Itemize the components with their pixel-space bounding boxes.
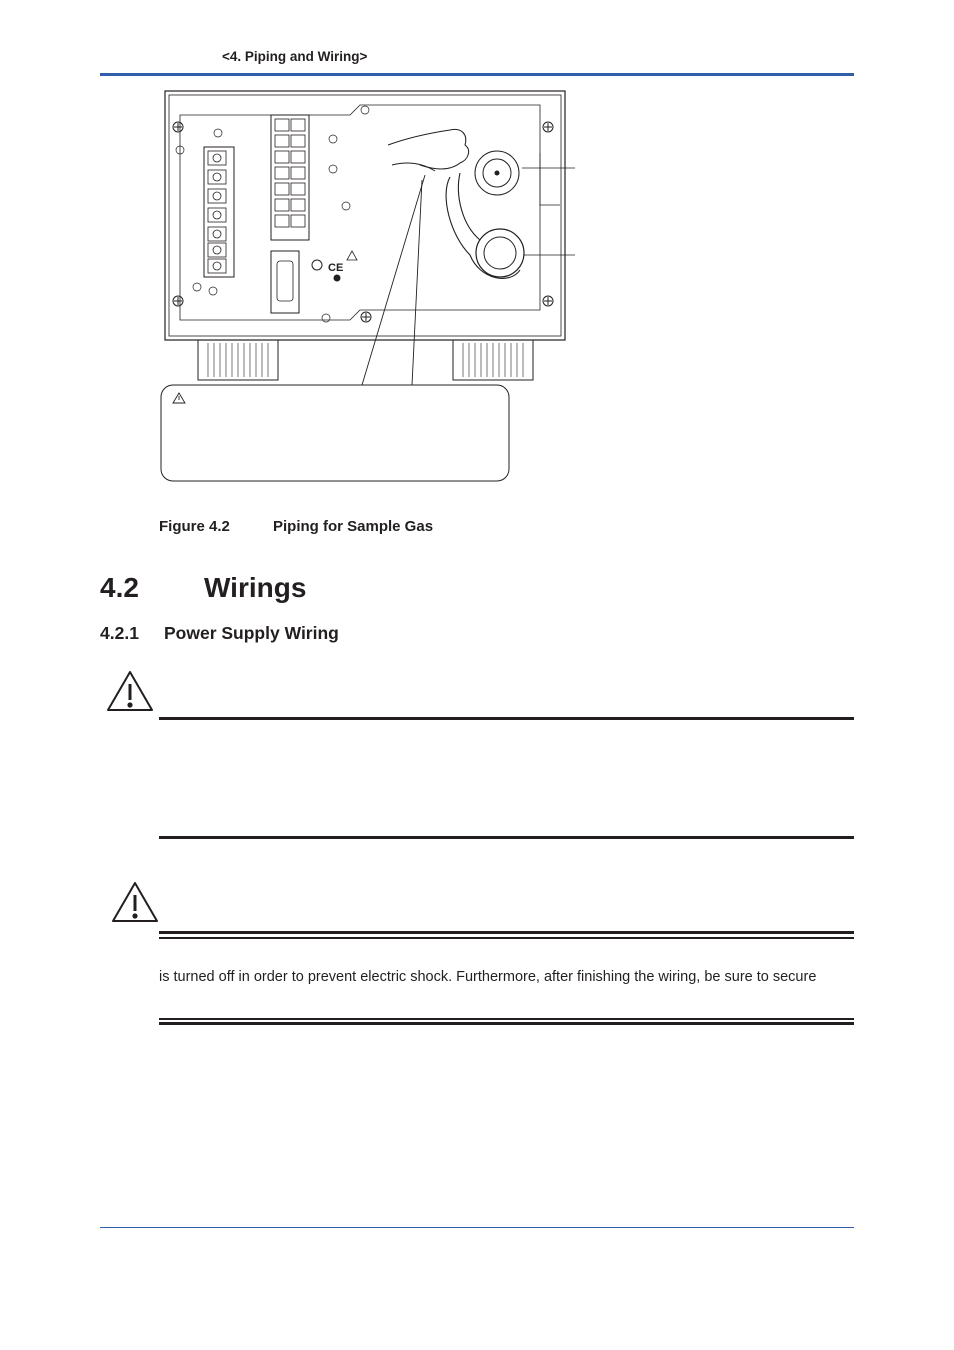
- caution-bottom-rule: [159, 836, 854, 839]
- figure-number: Figure 4.2: [159, 518, 230, 535]
- section-number: 4.2: [100, 572, 139, 603]
- figure-piping-diagram: [150, 85, 590, 490]
- subsection-title: Power Supply Wiring: [164, 623, 339, 643]
- section-title: Wirings: [204, 572, 307, 603]
- warning-bottom-rule-2: [159, 1022, 854, 1025]
- figure-title: Piping for Sample Gas: [273, 518, 434, 535]
- warning-bottom-rule-1: [159, 1018, 854, 1020]
- subsection-number: 4.2.1: [100, 623, 139, 643]
- running-header: <4. Piping and Wiring>: [222, 49, 368, 64]
- warning-triangle-icon: [110, 880, 160, 924]
- corner-screw-icon: [173, 122, 553, 322]
- warning-triangle-icon: [105, 669, 155, 713]
- warning-top-rule-1: [159, 931, 854, 934]
- warning-text-line: is turned off in order to prevent electric shock. Furthermore, after finishing the wiring, be sure to secure: [159, 969, 817, 985]
- warning-top-rule-2: [159, 937, 854, 939]
- header-rule: [100, 73, 854, 76]
- caution-top-rule: [159, 717, 854, 720]
- footer-rule: [100, 1227, 854, 1228]
- ce-mark: CE: [328, 262, 344, 274]
